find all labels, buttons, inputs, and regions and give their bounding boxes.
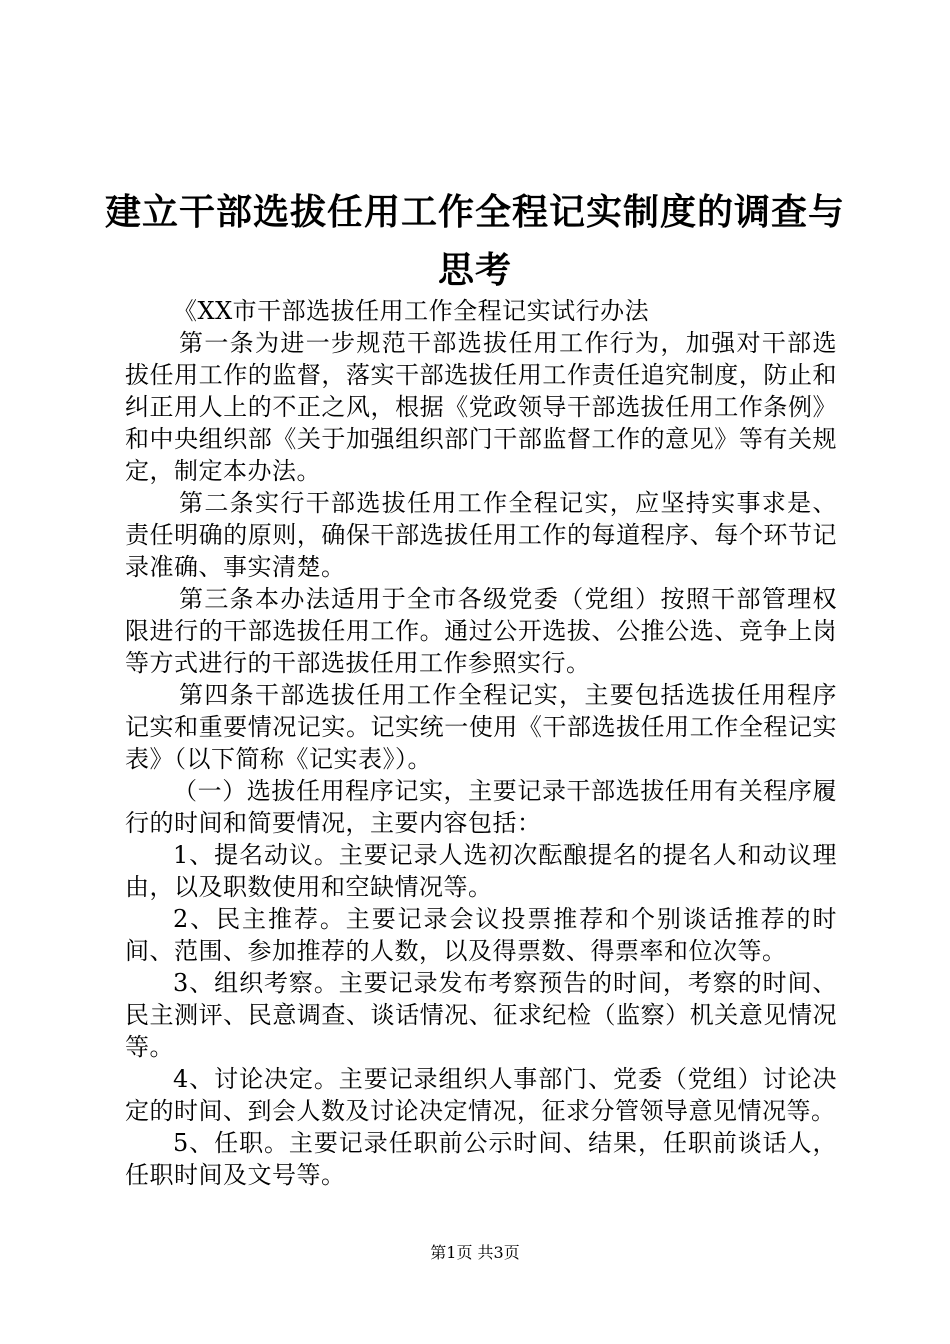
page-number-footer: 第1页 共3页: [430, 1243, 520, 1262]
paragraph-section-1: （一）选拔任用程序记实，主要记录干部选拔任用有关程序履行的时间和简要情况，主要内容包括：: [125, 777, 837, 837]
document-body: [125, 295, 837, 1191]
paragraph-article-2: 第二条实行干部选拔任用工作全程记实，应坚持实事求是、责任明确的原则，确保干部选拔任用工作的每道程序、每个环节记录准确、事实清楚。: [125, 489, 837, 581]
paragraph-item-3: 3、组织考察。主要记录发布考察预告的时间，考察的时间、民主测评、民意调查、谈话情况、征求纪检（监察）机关意见情况等。: [125, 969, 837, 1061]
paragraph-item-1: 1、提名动议。主要记录人选初次酝酿提名的提名人和动议理由，以及职数使用和空缺情况等。: [125, 841, 837, 901]
document-title-line2: 思考: [437, 249, 512, 291]
document-title-line1: 建立干部选拔任用工作全程记实制度的调查与: [104, 191, 845, 233]
paragraph-item-2: 2、民主推荐。主要记录会议投票推荐和个别谈话推荐的时间、范围、参加推荐的人数，以及得票数、得票率和位次等。: [125, 905, 837, 965]
paragraph-item-5: 5、任职。主要记录任职前公示时间、结果，任职前谈话人，任职时间及文号等。: [125, 1129, 837, 1189]
paragraph-item-4: 4、讨论决定。主要记录组织人事部门、党委（党组）讨论决定的时间、到会人数及讨论决定情况，征求分管领导意见情况等。: [125, 1065, 837, 1125]
paragraph-article-4: 第四条干部选拔任用工作全程记实，主要包括选拔任用程序记实和重要情况记实。记实统一使用《干部选拔任用工作全程记实表》（以下简称《记实表》）。: [125, 681, 837, 773]
paragraph-intro: 《XX市干部选拔任用工作全程记实试行办法: [173, 297, 650, 325]
paragraph-article-1: 第一条为进一步规范干部选拔任用工作行为，加强对干部选拔任用工作的监督，落实干部选拔任用工作责任追究制度，防止和纠正用人上的不正之风，根据《党政领导干部选拔任用工作条例》和中央组织部《关于加强组织部门干部监督工作的意见》等有关规定，制定本办法。: [125, 329, 837, 485]
paragraph-article-3: 第三条本办法适用于全市各级党委（党组）按照干部管理权限进行的干部选拔任用工作。通过公开选拔、公推公选、竞争上岗等方式进行的干部选拔任用工作参照实行。: [125, 585, 837, 677]
